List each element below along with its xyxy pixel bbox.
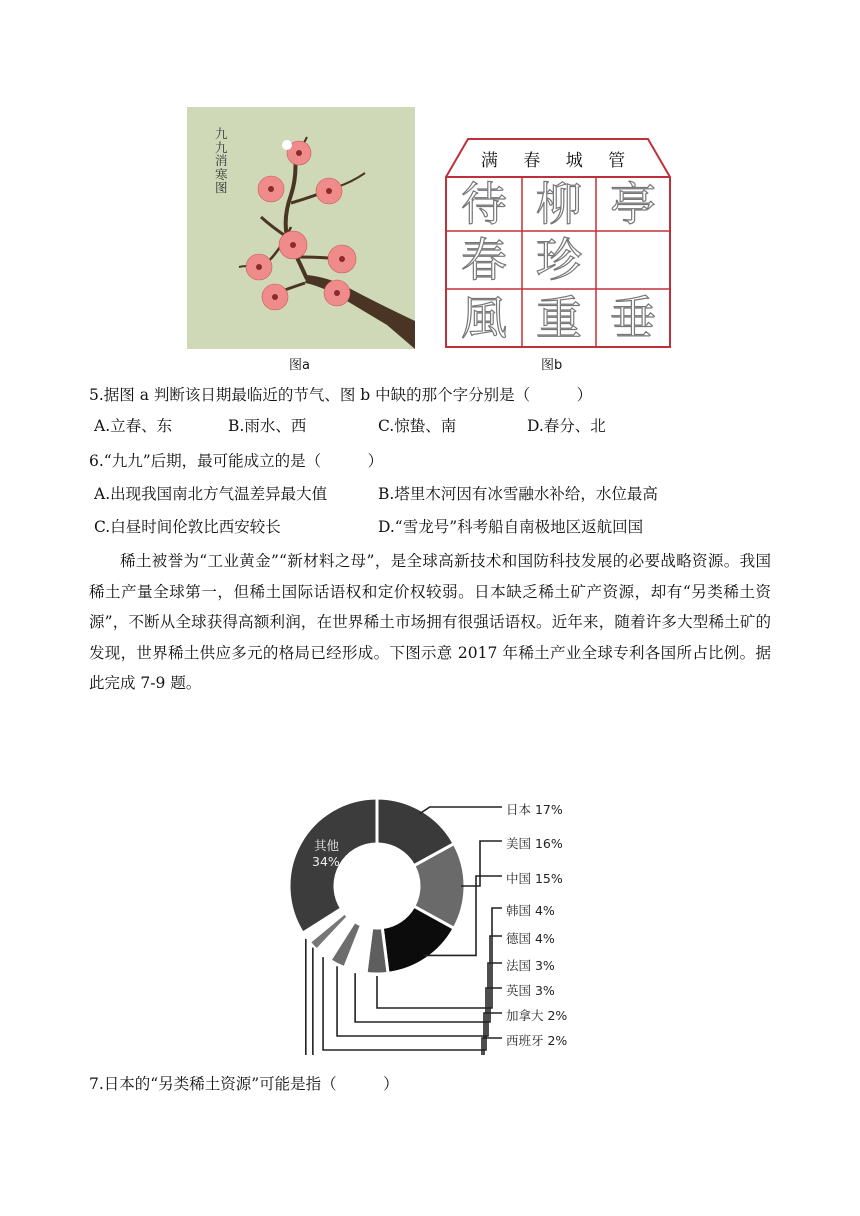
q5-option-d: D.春分、北	[527, 417, 606, 435]
q7-stem: 7.日本的“另类稀土资源”可能是指（ ）	[89, 1075, 399, 1093]
q6-option-b: B.塔里木河因有冰雪融水补给，水位最高	[378, 485, 658, 503]
grid-cell-8: 重	[536, 291, 582, 345]
legend-label-canada: 加拿大 2%	[506, 1008, 568, 1023]
grid-cell-5: 珍	[536, 233, 582, 287]
figure-a-title: 九九消寒图	[215, 126, 228, 195]
grid-cell-9: 垂	[610, 291, 656, 345]
legend-label-uk: 英国 3%	[506, 983, 555, 998]
legend-label-france: 法国 3%	[506, 958, 555, 973]
figure-a-plum-blossom-image	[187, 107, 415, 349]
figure-b-caption: 图b	[541, 358, 563, 373]
q6-stem: 6.“九九”后期，最可能成立的是（ ）	[89, 452, 384, 470]
grid-cell-3: 亭	[610, 177, 656, 231]
grid-cell-2: 柳	[536, 177, 582, 231]
legend-label-usa: 美国 16%	[506, 836, 563, 851]
grid-cell-4: 春	[461, 233, 507, 287]
slice-value-other: 34%	[312, 854, 340, 869]
grid-cell-1: 待	[461, 177, 507, 231]
legend-label-germany: 德国 4%	[506, 931, 555, 946]
q5-option-c: C.惊蛰、南	[378, 417, 457, 435]
leader-line-1	[461, 841, 502, 886]
leader-line-0	[420, 807, 502, 814]
figure-a-caption: 图a	[289, 358, 310, 373]
passage-rare-earth: 稀土被誉为“工业黄金”“新材料之母”，是全球高新技术和国防科技发展的必要战略资源。我国稀土产量全球第一，但稀土国际话语权和定价权较弱。日本缺乏稀土矿产资源，却有“另类稀土资源”，不断从全球获得高额利润，在世界稀土市场拥有很强话语权。近年来，随着许多大型稀土矿的发现，世界稀土供应多元的格局已经形成。下图示意 2017 年稀土产业全球专利各国所占比例。据此完成 7-9 题。	[89, 552, 771, 692]
q5-option-a: A.立春、东	[94, 417, 173, 435]
legend-label-spain: 西班牙 2%	[506, 1033, 568, 1048]
plum-branch-illustration	[187, 107, 415, 349]
q5-stem: 5.据图 a 判断该日期最临近的节气、图 b 中缺的那个字分别是（ ）	[89, 386, 593, 404]
rare-earth-patent-donut-chart	[290, 790, 610, 1055]
q6-option-c: C.白昼时间伦敦比西安较长	[94, 518, 281, 536]
legend-label-korea: 韩国 4%	[506, 903, 555, 918]
legend-label-japan: 日本 17%	[506, 802, 563, 817]
slice-label-other: 其他	[314, 838, 340, 853]
q6-option-a: A.出现我国南北方气温差异最大值	[94, 485, 328, 503]
figure-b-header: 满 春 城 管	[480, 151, 636, 171]
figure-b-character-grid	[444, 137, 672, 349]
q6-option-d: D.“雪龙号”科考船自南极地区返航回国	[378, 518, 644, 536]
grid-cell-7: 風	[461, 291, 507, 345]
legend-label-china: 中国 15%	[506, 871, 563, 886]
q5-option-b: B.雨水、西	[228, 417, 307, 435]
